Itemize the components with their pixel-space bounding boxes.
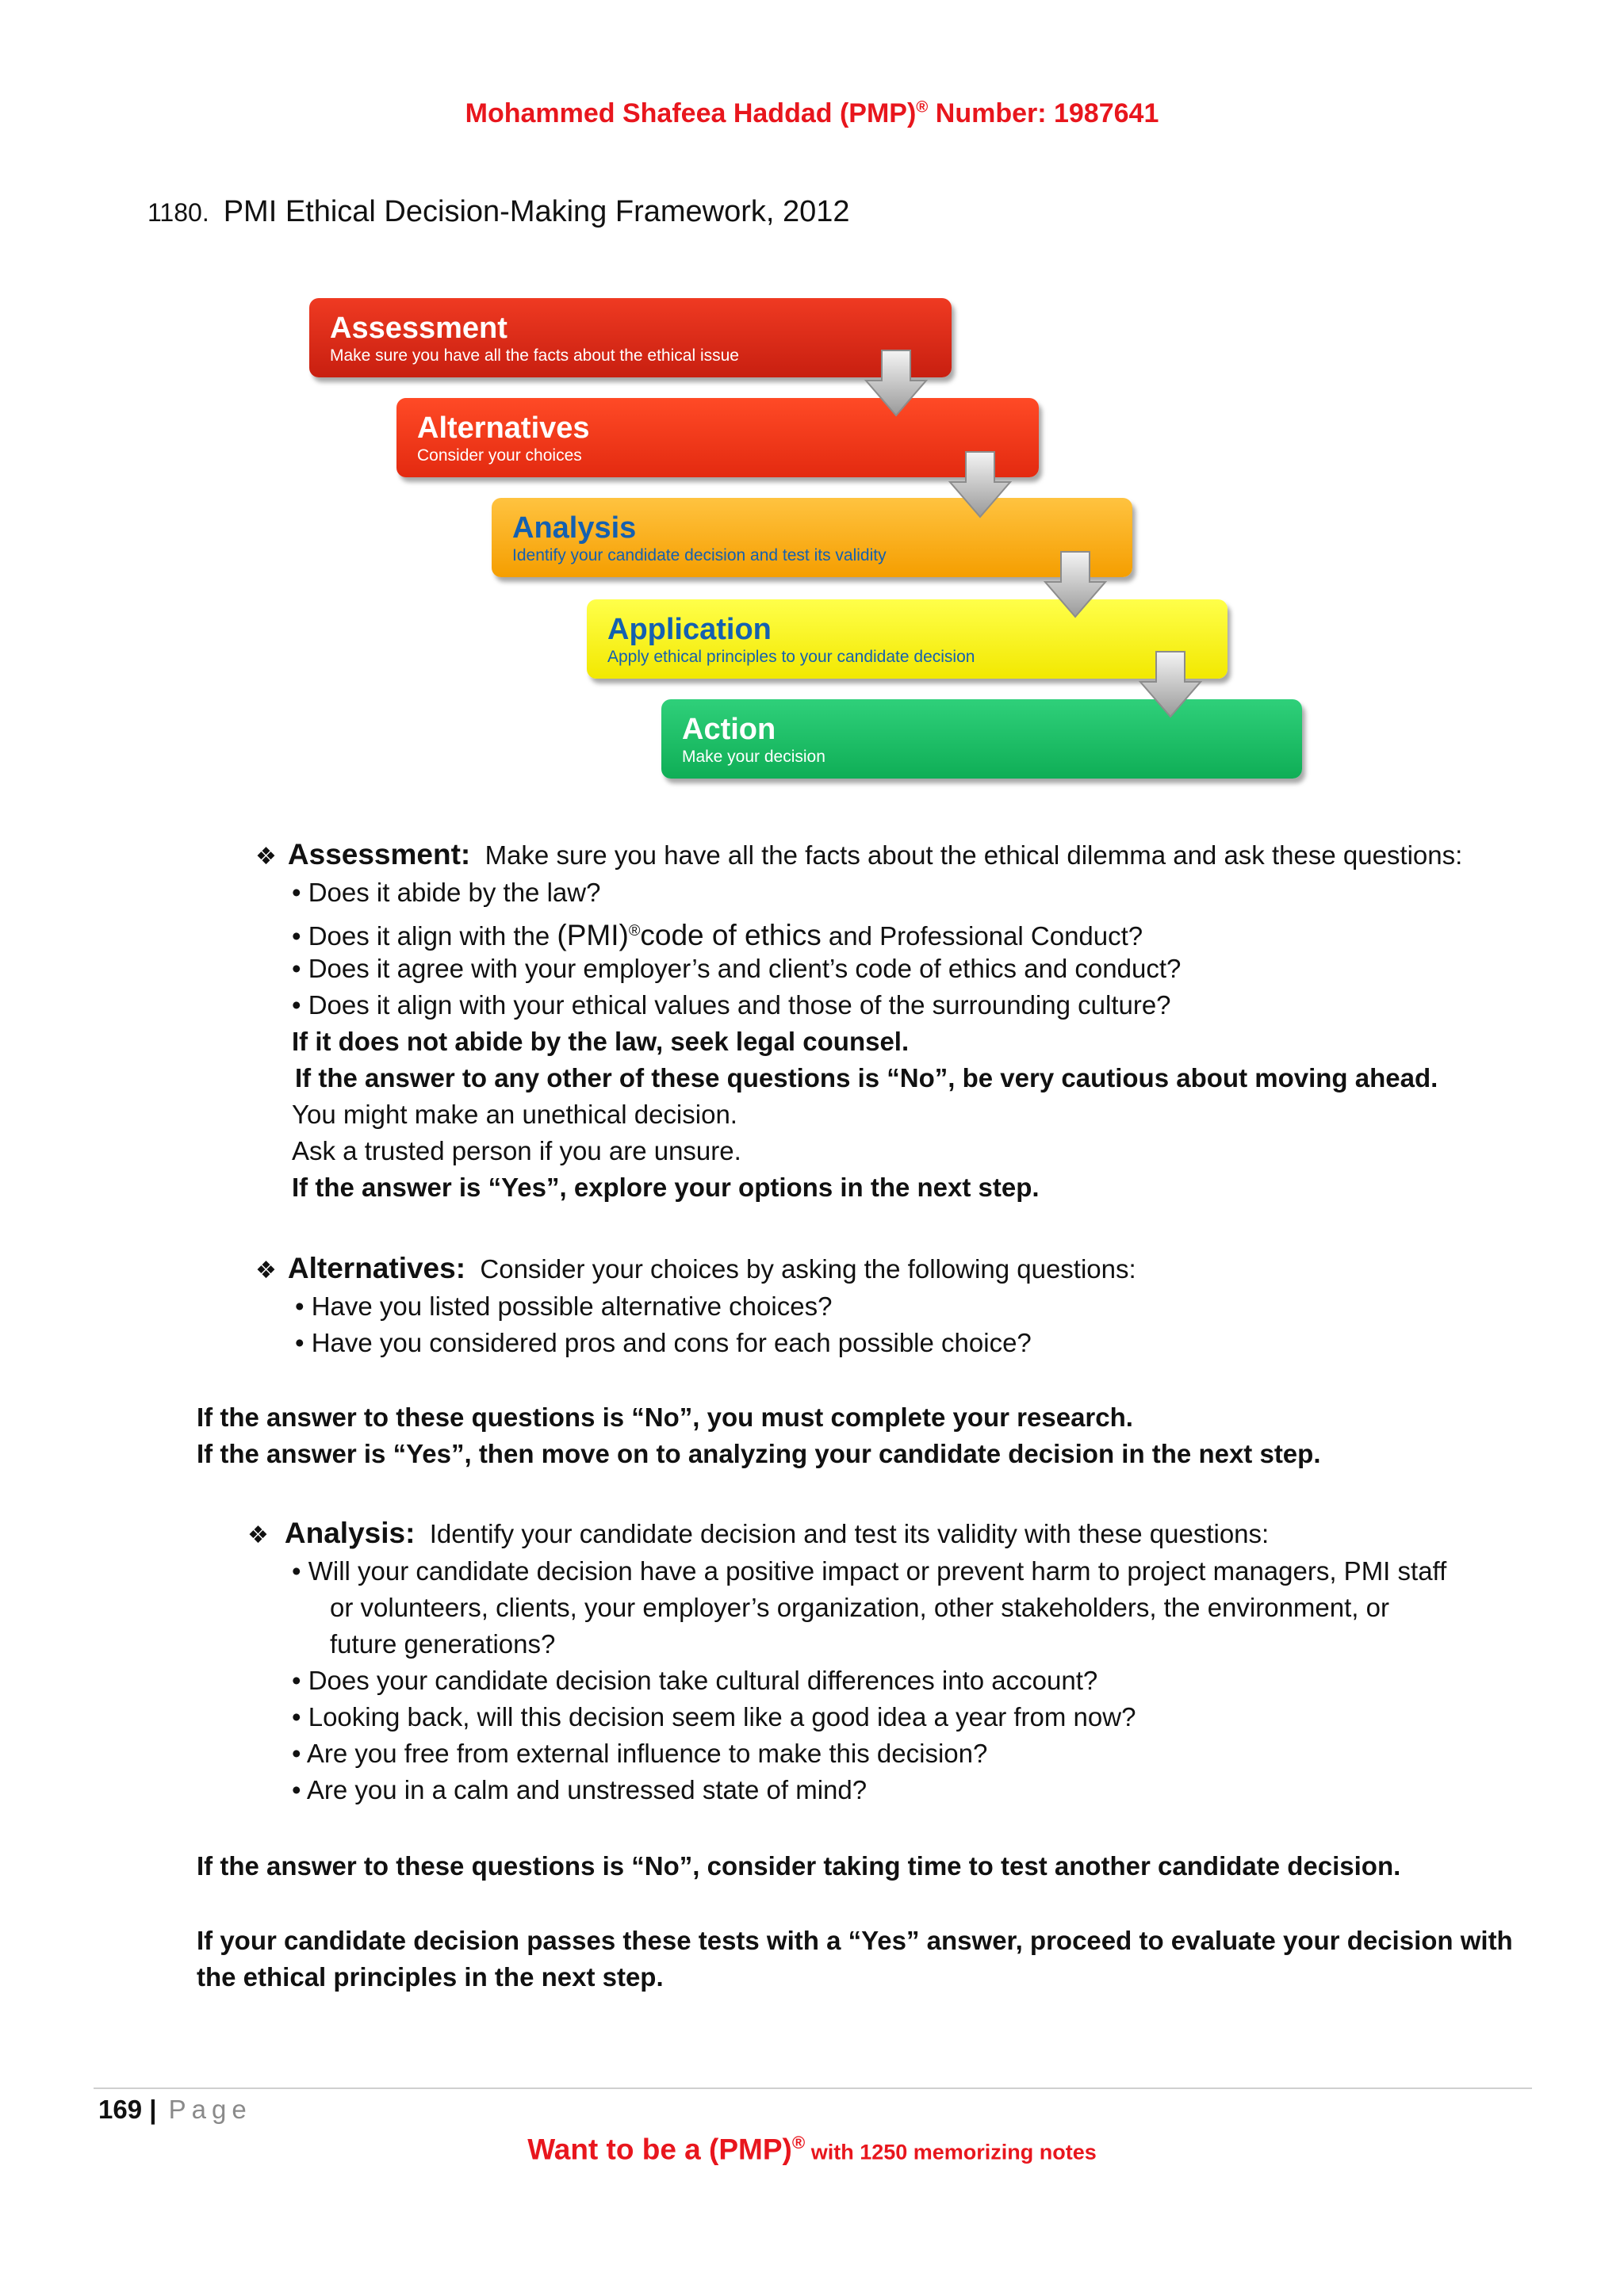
- list-item: • Are you in a calm and unstressed state of mind?: [292, 1775, 868, 1804]
- list-item: • Does it align with your ethical values and those of the surrounding culture?: [292, 990, 1171, 1020]
- analysis-heading-line: ❖ Analysis: Identify your candidate decision and test its validity with these questions:: [247, 1517, 1270, 1549]
- note-line: If it does not abide by the law, seek legal counsel.: [292, 1027, 910, 1056]
- list-item: • Are you free from external influence to make this decision?: [292, 1739, 988, 1768]
- note-line: If the answer to any other of these questions is “No”, be very cautious about moving ahead.: [295, 1063, 1438, 1093]
- assessment-heading-line: ❖ Assessment: Make sure you have all the facts about the ethical dilemma and ask these questions:: [255, 838, 1463, 871]
- item-title-text: PMI Ethical Decision-Making Framework, 2012: [223, 195, 850, 228]
- list-item: • Does it abide by the law?: [292, 878, 601, 907]
- author-header: Mohammed Shafeea Haddad (PMP)® Number: 1987641: [465, 98, 1159, 128]
- note-line: Ask a trusted person if you are unsure.: [292, 1136, 741, 1165]
- note-line: You might make an unethical decision.: [292, 1100, 737, 1129]
- item-title: [147, 195, 850, 229]
- list-item: • Does it align with the (PMI)®code of ethics and Professional Conduct?: [292, 919, 1143, 951]
- alternatives-heading-line: ❖ Alternatives: Consider your choices by asking the following questions:: [255, 1252, 1136, 1284]
- list-item: • Does it agree with your employer’s and client’s code of ethics and conduct?: [292, 954, 1182, 983]
- list-item: or volunteers, clients, your employer’s organization, other stakeholders, the environment, or: [330, 1593, 1389, 1622]
- note-line: If your candidate decision passes these tests with a “Yes” answer, proceed to evaluate your decision with: [197, 1926, 1513, 1955]
- list-item: • Have you considered pros and cons for each possible choice?: [295, 1328, 1032, 1357]
- stage-assessment: Assessment Make sure you have all the facts about the ethical issue: [309, 298, 952, 377]
- stage-alternatives: Alternatives Consider your choices: [396, 398, 1039, 477]
- note-line: If the answer to these questions is “No”, you must complete your research.: [197, 1402, 1133, 1432]
- stage-action: Action Make your decision: [661, 699, 1302, 779]
- stage-application: Application Apply ethical principles to your candidate decision: [587, 599, 1228, 679]
- diamond-bullet-icon: ❖: [247, 1522, 269, 1548]
- footer-divider: [94, 2087, 1532, 2089]
- down-arrow-icon: [1139, 650, 1202, 718]
- list-item: • Will your candidate decision have a positive impact or prevent harm to project managers, PMI staff: [292, 1556, 1447, 1586]
- note-line: If the answer to these questions is “No”, consider taking time to test another candidate decision.: [197, 1851, 1401, 1881]
- down-arrow-icon: [1044, 550, 1107, 618]
- down-arrow-icon: [948, 450, 1012, 519]
- note-line: If the answer is “Yes”, explore your options in the next step.: [292, 1173, 1040, 1202]
- page-number: 169 | Page: [98, 2095, 252, 2124]
- list-item: • Looking back, will this decision seem like a good idea a year from now?: [292, 1702, 1136, 1732]
- note-line: If the answer is “Yes”, then move on to analyzing your candidate decision in the next step.: [197, 1439, 1321, 1468]
- list-item: • Does your candidate decision take cultural differences into account?: [292, 1666, 1098, 1695]
- note-line: the ethical principles in the next step.: [197, 1962, 664, 1992]
- diamond-bullet-icon: ❖: [255, 1257, 277, 1284]
- diamond-bullet-icon: ❖: [255, 844, 277, 870]
- list-item: • Have you listed possible alternative choices?: [295, 1292, 833, 1321]
- item-number: 1180.: [147, 198, 209, 227]
- list-item: future generations?: [330, 1629, 556, 1659]
- stage-analysis: Analysis Identify your candidate decision and test its validity: [492, 498, 1132, 577]
- footer-slogan: Want to be a (PMP)® with 1250 memorizing notes: [527, 2133, 1097, 2166]
- down-arrow-icon: [864, 349, 928, 417]
